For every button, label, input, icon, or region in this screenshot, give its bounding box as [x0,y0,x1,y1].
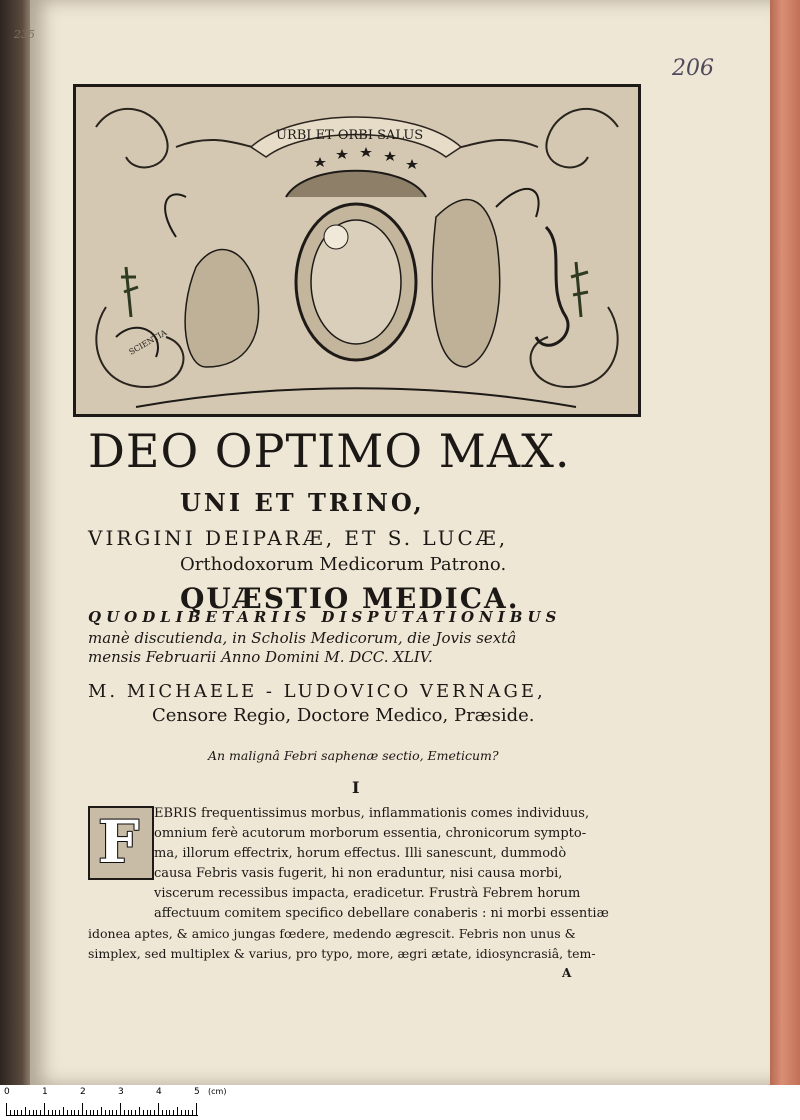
ruler-tick [192,1110,193,1115]
ruler-tick [52,1110,53,1115]
ruler-tick [166,1110,167,1115]
engraving-banner: URBI ET ORBI SALUS [276,128,424,143]
engraved-headpiece [73,84,641,417]
ruler-baseline [6,1115,198,1116]
ruler-tick [29,1110,30,1115]
ruler-tick [188,1110,189,1115]
ruler-tick [82,1103,83,1115]
ruler-tick [150,1110,151,1115]
catchword: A [562,966,572,980]
title-line-10: Censore Regio, Doctore Medico, Præside. [152,705,535,726]
engraving-illustration [76,87,638,414]
ruler-tick [162,1110,163,1115]
body-line-3: ma, illorum effectrix, horum effectus. Illi sanescunt, dummodò [154,846,567,861]
ruler-tick [124,1110,125,1115]
drop-cap-ornament [88,806,154,880]
ruler-tick [63,1107,64,1115]
ruler-label-0: 0 [4,1087,10,1097]
ruler-tick [44,1103,45,1115]
ruler-tick [10,1110,11,1115]
ruler-tick [135,1110,136,1115]
ruler-tick [74,1110,75,1115]
folio-number: 206 [672,56,714,81]
ruler-tick [101,1107,102,1115]
ruler-tick [128,1110,129,1115]
ruler-tick [21,1110,22,1115]
title-line-3: VIRGINI DEIPARÆ, ET S. LUCÆ, [88,526,509,550]
drop-cap-letter: F [98,808,140,876]
section-number: I [352,778,360,797]
ruler-tick [112,1110,113,1115]
ruler-tick [17,1110,18,1115]
ruler-tick [169,1110,170,1115]
ruler-tick [173,1110,174,1115]
ruler-tick [14,1110,15,1115]
ruler-tick [131,1110,132,1115]
ruler-tick [196,1103,197,1115]
ruler-tick [97,1110,98,1115]
ruler-tick [147,1110,148,1115]
ruler-tick [40,1110,41,1115]
title-line-8: mensis Februarii Anno Domini M. DCC. XLIV. [88,648,433,666]
ruler-tick [59,1110,60,1115]
ruler-tick [25,1107,26,1115]
ruler-tick [139,1107,140,1115]
ruler-tick [78,1110,79,1115]
ruler-tick [93,1110,94,1115]
ruler-tick [105,1110,106,1115]
ruler-tick [90,1110,91,1115]
ruler-tick [86,1110,87,1115]
ruler-tick [36,1110,37,1115]
engraving-ribbon: SCIENTIA [127,328,169,357]
ruler-tick [71,1110,72,1115]
ruler-tick [67,1110,68,1115]
title-line-4: Orthodoxorum Medicorum Patrono. [180,554,507,575]
title-line-5: QUÆSTIO MEDICA. [180,582,520,615]
body-line-6: affectuum comitem specifico debellare conaberis : ni morbi essentiæ [154,906,609,921]
body-line-4: causa Febris vasis fugerit, hi non eraduntur, nisi causa morbi, [154,866,563,881]
ruler-tick [6,1103,7,1115]
ruler-label-3: 3 [118,1087,124,1097]
title-line-2: UNI ET TRINO, [180,488,425,517]
title-line-7: manè discutienda, in Scholis Medicorum, die Jovis sextâ [88,629,517,647]
ruler-tick [177,1107,178,1115]
body-line-8: simplex, sed multiplex & varius, pro typo, more, ægri ætate, idiosyncrasiâ, tem- [88,946,596,961]
ruler-tick [143,1110,144,1115]
ruler-tick [116,1110,117,1115]
ruler-tick [55,1110,56,1115]
ruler-tick [181,1110,182,1115]
scale-ruler [0,1085,800,1120]
disputation-question: An malignâ Febri saphenæ sectio, Emeticum? [208,748,499,763]
ruler-tick [48,1110,49,1115]
ruler-tick [120,1103,121,1115]
ruler-label-1: 1 [42,1087,48,1097]
title-line-6: QUODLIBETARIIS DISPUTATIONIBUS [88,608,562,626]
body-line-1: EBRIS frequentissimus morbus, inflammationis comes individuus, [154,806,590,821]
body-line-7: idonea aptes, & amico jungas fœdere, medendo ægrescit. Febris non unus & [88,926,576,941]
ruler-tick [158,1103,159,1115]
ruler-tick [185,1110,186,1115]
ruler-label-5: 5 [194,1087,200,1097]
page-edge [770,0,800,1085]
title-line-9: M. MICHAELE - LUDOVICO VERNAGE, [88,681,546,702]
ruler-label-4: 4 [156,1087,162,1097]
body-line-5: viscerum recessibus impacta, eradicetur. Frustrà Febrem horum [154,886,581,901]
ruler-label-2: 2 [80,1087,86,1097]
ruler-unit: (cm) [208,1087,227,1096]
corner-note: 235 [14,28,35,41]
ruler-tick [109,1110,110,1115]
title-line-1: DEO OPTIMO MAX. [88,424,571,478]
ruler-tick [154,1110,155,1115]
ruler-tick [33,1110,34,1115]
body-line-2: omnium ferè acutorum morborum essentia, chronicorum sympto- [154,826,587,841]
